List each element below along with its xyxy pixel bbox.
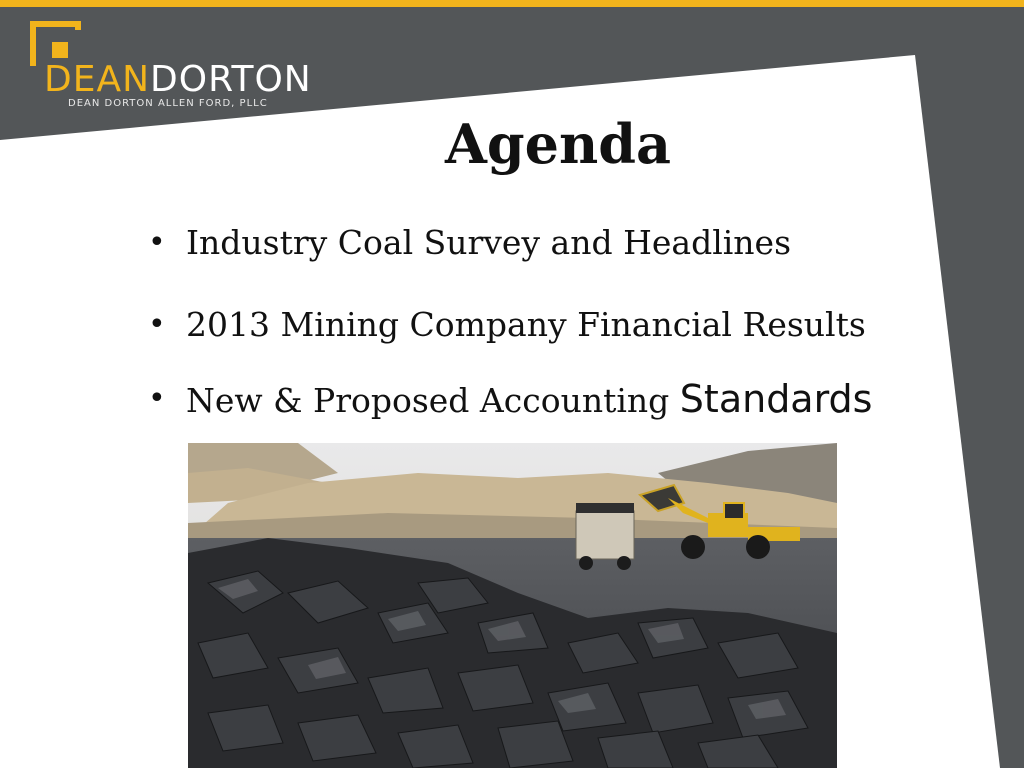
agenda-item-text-standards: Standards xyxy=(679,377,873,421)
logo-subtitle: DEAN DORTON ALLEN FORD, PLLC xyxy=(68,98,268,109)
agenda-item xyxy=(148,372,872,428)
gold-top-bar xyxy=(0,0,1024,7)
agenda-item xyxy=(148,216,872,270)
logo-name-dorton: DORTON xyxy=(150,59,312,100)
agenda-item-text: New & Proposed Accounting xyxy=(186,381,670,420)
logo-name-dean: DEAN xyxy=(44,59,151,100)
slide-title: Agenda xyxy=(445,112,672,176)
agenda-item-text: 2013 Mining Company Financial Results xyxy=(186,305,866,344)
logo-wordmark xyxy=(44,60,312,100)
agenda-item-text: Industry Coal Survey and Headlines xyxy=(186,223,792,262)
agenda-list xyxy=(148,216,872,456)
company-logo xyxy=(30,20,312,120)
agenda-item xyxy=(148,298,872,352)
coal-mine-photo xyxy=(188,443,837,768)
